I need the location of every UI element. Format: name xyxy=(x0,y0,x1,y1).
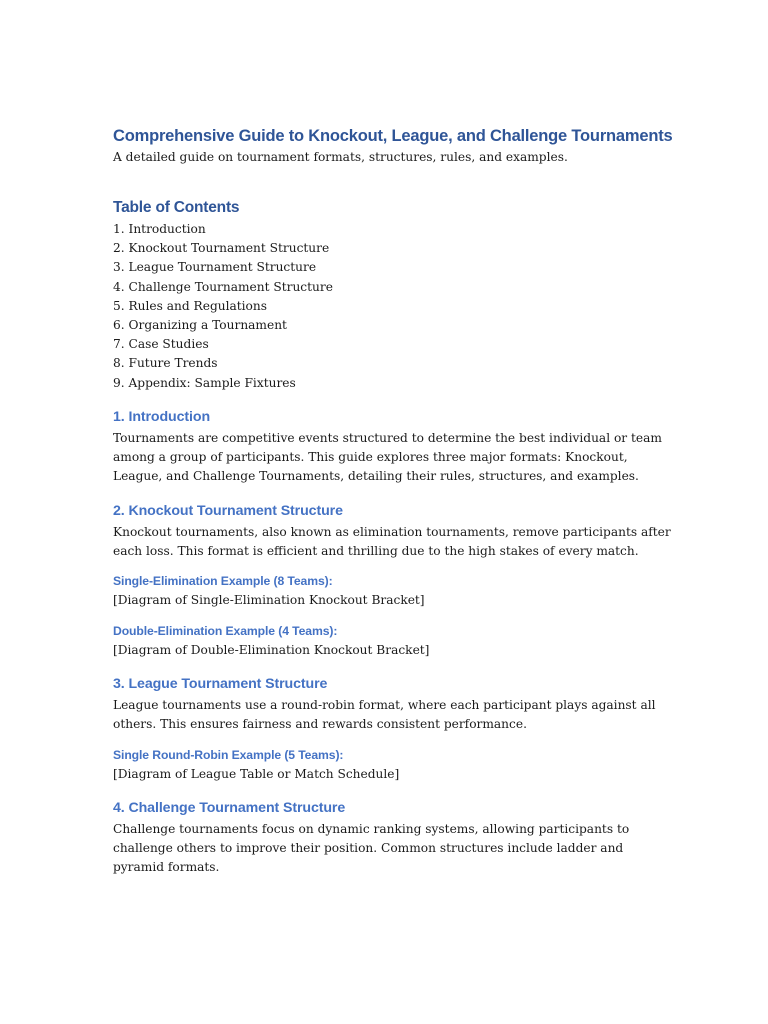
toc-item-case-studies[interactable]: 7. Case Studies xyxy=(113,337,209,352)
toc-item-rules[interactable]: 5. Rules and Regulations xyxy=(113,298,267,313)
diagram-placeholder-single-elimination: [Diagram of Single-Elimination Knockout Bracket] xyxy=(113,593,425,608)
section-heading-challenge: 4. Challenge Tournament Structure xyxy=(113,799,346,816)
toc-item-future-trends[interactable]: 8. Future Trends xyxy=(113,356,218,371)
document-page xyxy=(113,125,673,878)
section-body-challenge: Challenge tournaments focus on dynamic ranking systems, allowing participants to challenge others to improve their position. Common structures include ladder and pyramid formats. xyxy=(113,821,630,875)
subsection-heading-round-robin: Single Round-Robin Example (5 Teams): xyxy=(113,747,344,762)
toc-item-league[interactable]: 3. League Tournament Structure xyxy=(113,260,317,275)
toc-list xyxy=(113,220,673,393)
section-heading-league: 3. League Tournament Structure xyxy=(113,675,328,692)
section-knockout xyxy=(113,501,673,660)
subsection-heading-double-elimination: Double-Elimination Example (4 Teams): xyxy=(113,623,338,638)
toc-item-knockout[interactable]: 2. Knockout Tournament Structure xyxy=(113,241,330,256)
section-challenge xyxy=(113,798,673,878)
toc-item-introduction[interactable]: 1. Introduction xyxy=(113,222,206,236)
section-introduction xyxy=(113,407,673,487)
toc-item-challenge[interactable]: 4. Challenge Tournament Structure xyxy=(113,279,333,294)
section-body-league: League tournaments use a round-robin format, where each participant plays against all others. This ensures fairness and rewards consistent performance. xyxy=(113,697,656,732)
toc-item-organizing[interactable]: 6. Organizing a Tournament xyxy=(113,318,287,333)
subsection-single-elimination xyxy=(113,572,673,610)
diagram-placeholder-double-elimination: [Diagram of Double-Elimination Knockout Bracket] xyxy=(113,642,430,657)
section-heading-introduction: 1. Introduction xyxy=(113,408,211,425)
toc-item-appendix[interactable]: 9. Appendix: Sample Fixtures xyxy=(113,375,296,390)
section-league xyxy=(113,674,673,784)
subsection-round-robin xyxy=(113,746,673,784)
document-title: Comprehensive Guide to Knockout, League, and Challenge Tournaments xyxy=(113,127,673,145)
section-heading-knockout: 2. Knockout Tournament Structure xyxy=(113,502,343,519)
section-body-introduction: Tournaments are competitive events structured to determine the best individual or team among a group of participants. This guide explores three major formats: Knockout, League, and Challenge Tournaments, detailing their rules, structures, and examples. xyxy=(113,430,662,484)
subsection-double-elimination xyxy=(113,622,673,660)
document-subtitle: A detailed guide on tournament formats, structures, rules, and examples. xyxy=(113,150,568,164)
section-body-knockout: Knockout tournaments, also known as elimination tournaments, remove participants after each loss. This format is efficient and thrilling due to the high stakes of every match. xyxy=(113,524,671,559)
diagram-placeholder-league-table: [Diagram of League Table or Match Schedule] xyxy=(113,766,400,781)
toc-heading: Table of Contents xyxy=(113,199,240,216)
subsection-heading-single-elimination: Single-Elimination Example (8 Teams): xyxy=(113,574,333,589)
